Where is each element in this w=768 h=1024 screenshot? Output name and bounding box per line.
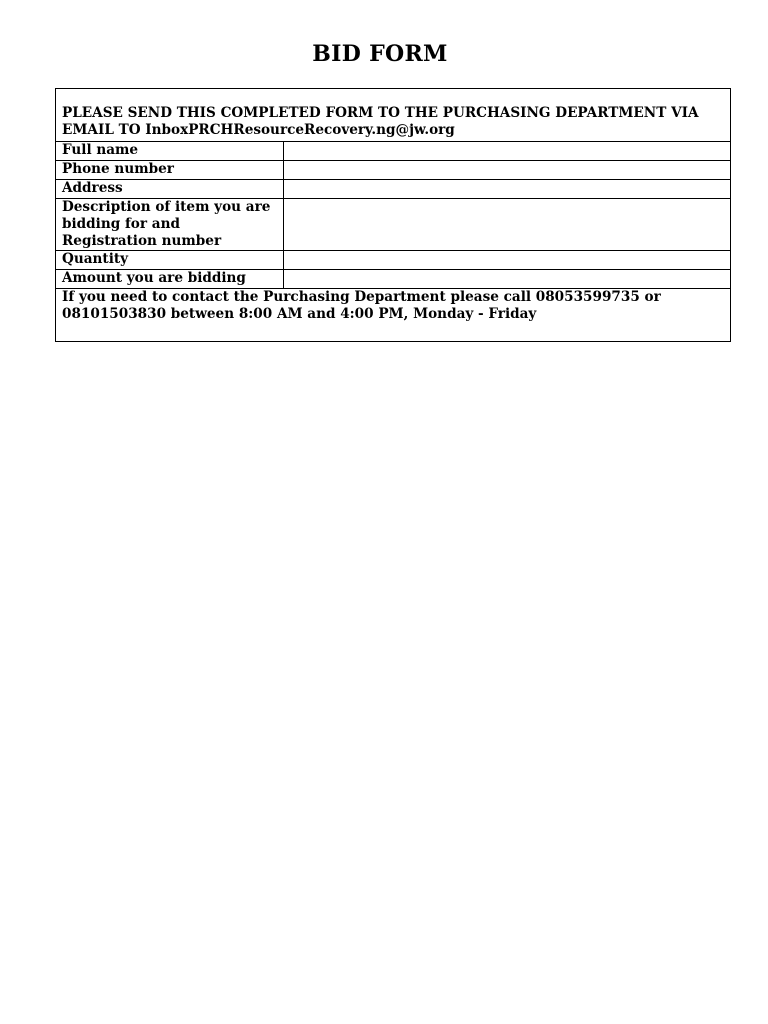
amount-label: Amount you are bidding — [56, 270, 284, 288]
address-row — [56, 179, 730, 198]
description-row — [56, 198, 730, 250]
full-name-row — [56, 141, 730, 160]
page-title: BID FORM — [312, 41, 448, 67]
quantity-field[interactable] — [284, 251, 730, 269]
full-name-label: Full name — [56, 142, 284, 160]
full-name-field[interactable] — [284, 142, 730, 160]
contact-note: If you need to contact the Purchasing Department please call 08053599735 or 08101503830 between 8:00 AM and 4:00 PM, Monday - Friday — [62, 289, 661, 322]
address-field[interactable] — [284, 180, 730, 198]
phone-number-label: Phone number — [56, 161, 284, 179]
instructions-text: PLEASE SEND THIS COMPLETED FORM TO THE PURCHASING DEPARTMENT VIA EMAIL TO InboxPRCHResourceRecovery.ng@jw.org — [62, 105, 699, 138]
phone-number-field[interactable] — [284, 161, 730, 179]
quantity-row — [56, 250, 730, 269]
contact-row — [56, 288, 730, 341]
amount-row — [56, 269, 730, 288]
description-label: Description of item you are bidding for and Registration number — [56, 199, 284, 250]
bid-form-table — [55, 88, 731, 342]
instructions-row — [56, 89, 730, 141]
quantity-label: Quantity — [56, 251, 284, 269]
address-label: Address — [56, 180, 284, 198]
amount-field[interactable] — [284, 270, 730, 288]
description-field[interactable] — [284, 199, 730, 250]
phone-number-row — [56, 160, 730, 179]
